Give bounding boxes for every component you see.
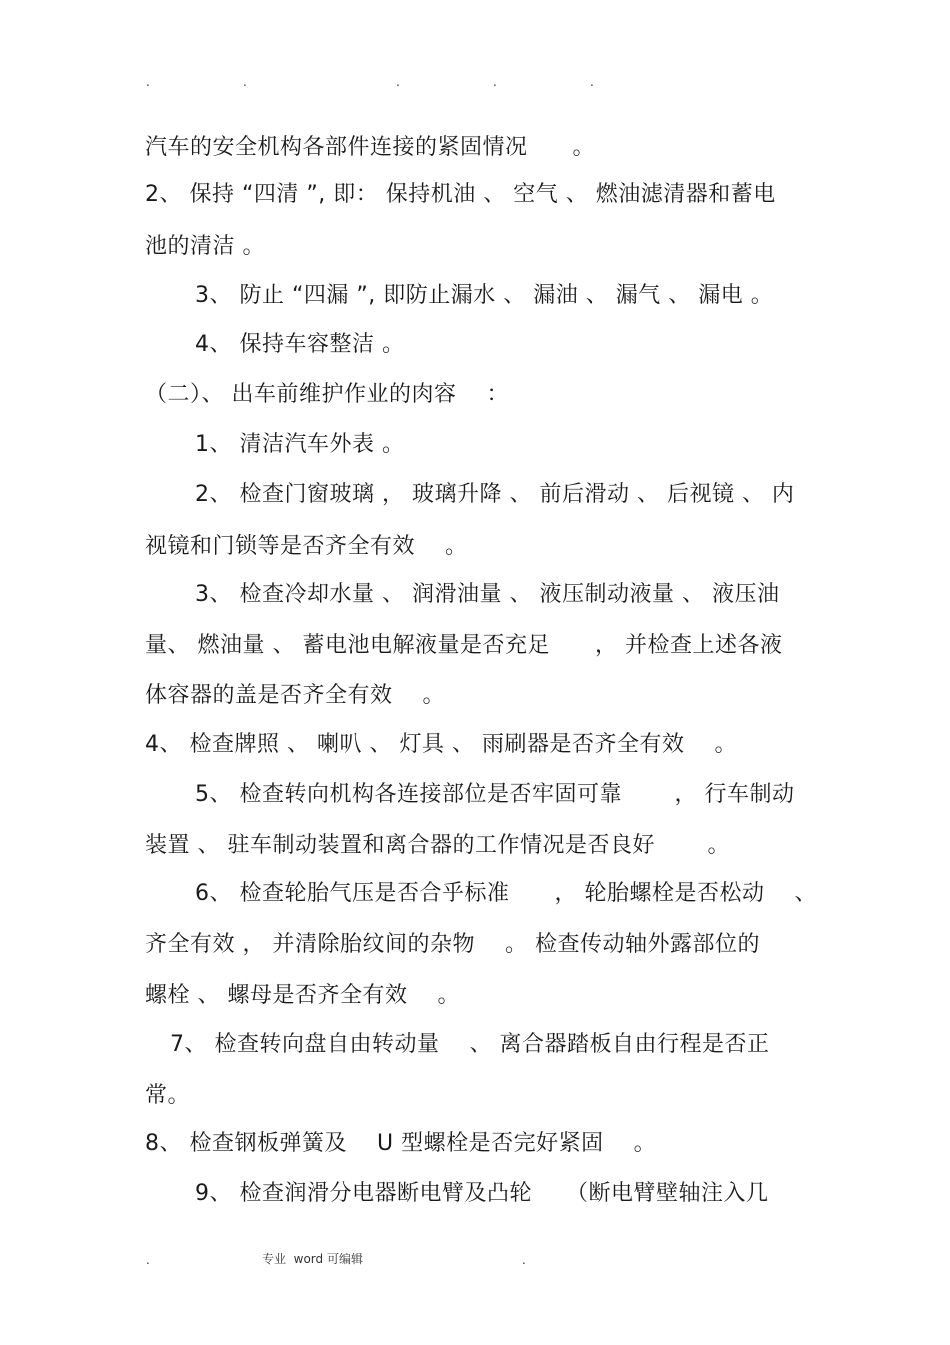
text-line: 2、 保持 “四清 ”, 即： 保持机油 、 空气 、 燃油滤清器和蓄电: [145, 182, 776, 207]
text-line: 9、 检查润滑分电器断电臂及凸轮 （断电臂壁轴注入几: [195, 1181, 769, 1206]
text-line: 齐全有效 ， 并清除胎纹间的杂物 。 检查传动轴外露部位的: [145, 932, 760, 957]
text-line: 装置 、 驻车制动装置和离合器的工作情况是否良好 。: [145, 833, 730, 858]
text-line: 4、 检查牌照 、 喇叭 、 灯具 、 雨刷器是否齐全有效 。: [145, 732, 737, 757]
text-line: 1、 清洁汽车外表 。: [195, 432, 405, 457]
text-line: 5、 检查转向机构各连接部位是否牢固可靠 ， 行车制动: [195, 782, 795, 807]
header-dot: .: [146, 75, 150, 89]
text-line: 3、 防止 “四漏 ”, 即防止漏水 、 漏油 、 漏气 、 漏电 。: [195, 283, 774, 308]
text-line: 汽车的安全机构各部件连接的紧固情况 。: [145, 135, 596, 160]
text-line: 3、 检查冷却水量 、 润滑油量 、 液压制动液量 、 液压油: [195, 582, 780, 607]
text-line: 螺栓 、 螺母是否齐全有效 。: [145, 983, 460, 1008]
header-dot: .: [243, 75, 247, 89]
text-line: （二）、 出车前维护作业的肉容 ：: [145, 382, 509, 407]
text-line: 7、 检查转向盘自由转动量 、 离合器踏板自由行程是否正: [170, 1032, 770, 1057]
text-line: 6、 检查轮胎气压是否合乎标准 ， 轮胎螺栓是否松动 、: [195, 881, 817, 906]
text-line: 视镜和门锁等是否齐全有效 。: [145, 534, 468, 559]
text-line: 体容器的盖是否齐全有效 。: [145, 683, 445, 708]
text-line: 2、 检查门窗玻璃 ， 玻璃升降 、 前后滑动 、 后视镜 、 内: [195, 482, 795, 507]
text-line: 8、 检查钢板弹簧及 U 型螺栓是否完好紧固 。: [145, 1131, 657, 1156]
text-line: 常。: [145, 1083, 191, 1108]
header-dot: .: [590, 75, 594, 89]
text-line: 4、 保持车容整洁 。: [195, 332, 405, 357]
footer-dot: .: [522, 1253, 526, 1267]
footer-dot: .: [146, 1253, 150, 1267]
header-dot: .: [493, 75, 497, 89]
footer-label: 专业 word 可编辑: [262, 1252, 363, 1266]
text-line: 量、 燃油量 、 蓄电池电解液量是否充足 ， 并检查上述各液: [145, 633, 783, 658]
text-line: 池的清洁 。: [145, 234, 265, 259]
header-dot: .: [396, 75, 400, 89]
